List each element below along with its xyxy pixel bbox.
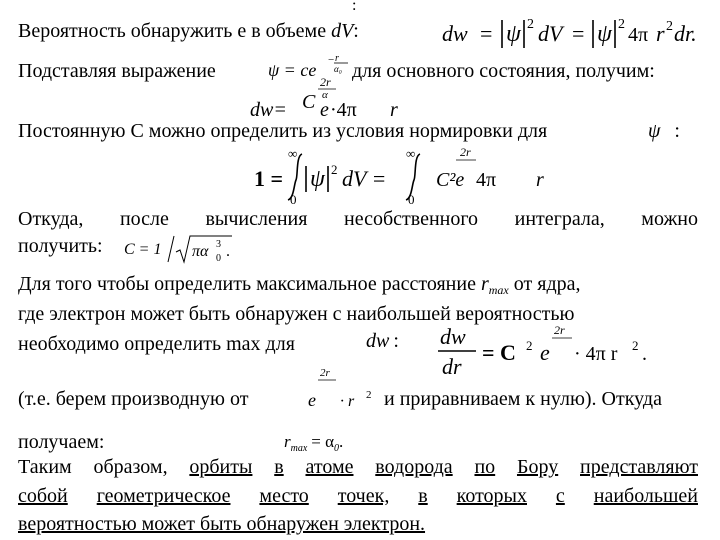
- formula-e-r2: [304, 366, 376, 412]
- svg-text:0: 0: [408, 192, 415, 207]
- f1-psi1: ψ: [506, 21, 521, 47]
- line-11-text: Таким образом, орбиты в атоме водорода по Бору представляют: [18, 456, 698, 478]
- line-1-colon: :: [353, 20, 359, 42]
- svg-text:·4π: ·4π: [330, 99, 357, 121]
- svg-text:α: α: [322, 89, 328, 101]
- svg-text:.: .: [226, 243, 230, 260]
- line-4-text: Откуда, после вычисления несобственного интеграла, можно: [18, 208, 698, 230]
- svg-text:2: 2: [666, 19, 673, 34]
- line-8-dw: dw :: [366, 330, 399, 352]
- line-6-label: Для того чтобы определить максимальное расстояние: [18, 273, 481, 295]
- svg-text:πα: πα: [192, 243, 209, 260]
- line-13-text: вероятностью может быть обнаружен электрон.: [18, 513, 426, 535]
- f1-dV: dV: [538, 21, 563, 46]
- line-12-text: собой геометрическое место точек, в которых с наибольшей: [18, 485, 698, 507]
- line-1-label: Вероятность обнаружить е в объеме: [18, 20, 332, 42]
- line-2-after: для основного состояния, получим:: [352, 60, 655, 82]
- svg-text:r: r: [390, 99, 398, 121]
- svg-text:ψ = ce: ψ = ce: [268, 60, 317, 80]
- f1-dr: dr.: [674, 21, 697, 46]
- formula-probability: [442, 6, 710, 54]
- formula-rmax: $r_{max} = \alpha_0$.: [284, 432, 344, 454]
- line-10-text: получаем:: [18, 431, 105, 453]
- svg-text:2: 2: [527, 17, 534, 32]
- f1-dw: dw: [442, 21, 468, 46]
- f1-r: r: [656, 21, 665, 46]
- svg-text:C²e: C²e: [436, 169, 465, 191]
- svg-text:C = 1: C = 1: [124, 241, 162, 258]
- svg-text:3: 3: [216, 239, 221, 250]
- svg-text:.: .: [642, 343, 647, 365]
- svg-text:e: e: [540, 340, 550, 365]
- formula-derivative: [436, 320, 656, 382]
- f1-coef: 4π: [628, 24, 649, 46]
- line-9-before: (т.е. берем производную от: [18, 388, 249, 410]
- svg-text:2r: 2r: [460, 146, 471, 159]
- line-7-text: где электрон может быть обнаружен с наибольшей вероятностью: [18, 303, 575, 325]
- svg-text:∞: ∞: [406, 146, 416, 161]
- svg-text:r: r: [335, 53, 339, 64]
- line-1-text: [18, 19, 359, 43]
- svg-text:4π: 4π: [476, 169, 497, 191]
- svg-text:0: 0: [216, 253, 221, 264]
- svg-text:dw: dw: [440, 324, 466, 349]
- svg-text:0: 0: [290, 192, 297, 207]
- svg-text:e: e: [320, 99, 329, 121]
- svg-text:−: −: [328, 54, 335, 66]
- svg-text:ψ: ψ: [310, 166, 325, 192]
- svg-text:2r: 2r: [320, 78, 331, 89]
- svg-text:2r: 2r: [554, 323, 565, 337]
- formula-dw-substituted: [250, 78, 450, 122]
- svg-text:r: r: [536, 169, 544, 191]
- svg-text:· 4π r: · 4π r: [574, 343, 618, 365]
- svg-text:∞: ∞: [288, 146, 298, 161]
- line-5-text: получить:: [18, 235, 103, 257]
- svg-text:2r: 2r: [320, 367, 330, 379]
- svg-text:e: e: [308, 390, 316, 410]
- svg-text:2: 2: [366, 389, 372, 401]
- svg-text:2: 2: [618, 17, 625, 32]
- f1-eq1: =: [480, 21, 493, 46]
- line-8-text: необходимо определить max для: [18, 333, 295, 355]
- svg-text:C: C: [302, 91, 316, 113]
- svg-text:1 =: 1 =: [254, 166, 284, 191]
- dv-symbol: dV: [331, 20, 354, 42]
- formula-c-constant: [124, 232, 234, 268]
- f1-eq2: =: [572, 21, 585, 46]
- svg-text:dr: dr: [442, 354, 462, 379]
- line-3-text: Постоянную С можно определить из условия нормировки для: [18, 120, 548, 142]
- svg-text:2: 2: [331, 162, 338, 177]
- formula-normalization: [250, 146, 580, 208]
- top-colon-mark: :: [352, 0, 357, 14]
- f1-psi2: ψ: [597, 21, 612, 47]
- svg-text:2: 2: [526, 338, 533, 353]
- svg-text:dV =: dV =: [342, 166, 387, 191]
- line-6-text: [18, 272, 581, 302]
- rmax-sub: max: [488, 283, 509, 297]
- svg-text:= C: = C: [482, 340, 516, 365]
- svg-text:· r: · r: [340, 393, 355, 410]
- rmax-r: r: [480, 273, 489, 295]
- line-9-after: и приравниваем к нулю). Откуда: [384, 388, 662, 410]
- line-6-after: от ядра,: [508, 273, 581, 295]
- svg-text:dw=: dw=: [250, 99, 287, 121]
- svg-text:2: 2: [632, 338, 639, 353]
- line-2-before: Подставляя выражение: [18, 60, 216, 82]
- line-3-psi: ψ :: [648, 120, 680, 142]
- svg-text:α₀: α₀: [334, 64, 342, 74]
